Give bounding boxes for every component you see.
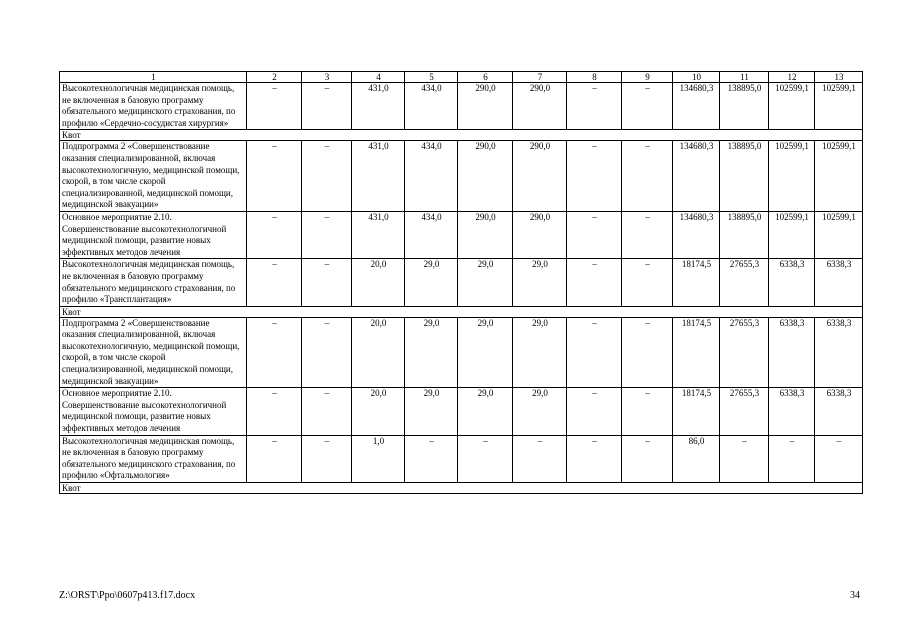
value-cell: – bbox=[622, 317, 673, 388]
value-cell: 29,0 bbox=[513, 259, 567, 306]
table-row bbox=[60, 83, 863, 130]
indicator-name-cell: Высокотехнологичная медицинская помощь, не включенная в базовую программу обязательного медицинского страхования, по профилю «Трансплантация» bbox=[60, 259, 247, 306]
column-number-cell: 10 bbox=[673, 72, 720, 83]
table-row bbox=[60, 435, 863, 482]
value-cell: – bbox=[720, 435, 769, 482]
value-cell: 134680,3 bbox=[673, 141, 720, 212]
column-number-cell: 9 bbox=[622, 72, 673, 83]
value-cell: 102599,1 bbox=[815, 83, 863, 130]
value-cell: – bbox=[622, 388, 673, 435]
unit-row bbox=[60, 483, 863, 494]
footer-file-path: Z:\ORST\Ppo\0607p413.f17.docx bbox=[59, 590, 196, 601]
value-cell: 18174,5 bbox=[673, 388, 720, 435]
value-cell: – bbox=[622, 83, 673, 130]
value-cell: – bbox=[622, 211, 673, 258]
value-cell: – bbox=[302, 317, 352, 388]
value-cell: – bbox=[567, 317, 622, 388]
unit-label: Квот bbox=[60, 130, 863, 141]
value-cell: 27655,3 bbox=[720, 259, 769, 306]
value-cell: 27655,3 bbox=[720, 388, 769, 435]
value-cell: 29,0 bbox=[405, 317, 458, 388]
value-cell: 18174,5 bbox=[673, 317, 720, 388]
indicator-name-cell: Основное мероприятие 2.10. Совершенствование высокотехнологичной медицинской помощи, развитие новых эффективных методов лечения bbox=[60, 211, 247, 258]
value-cell: 29,0 bbox=[513, 388, 567, 435]
indicator-name-cell: Основное мероприятие 2.10. Совершенствование высокотехнологичной медицинской помощи, развитие новых эффективных методов лечения bbox=[60, 388, 247, 435]
value-cell: 29,0 bbox=[458, 388, 513, 435]
value-cell: 102599,1 bbox=[769, 211, 815, 258]
value-cell: – bbox=[247, 317, 302, 388]
column-number-cell: 12 bbox=[769, 72, 815, 83]
value-cell: 102599,1 bbox=[815, 141, 863, 212]
value-cell: – bbox=[302, 388, 352, 435]
column-number-cell: 7 bbox=[513, 72, 567, 83]
column-number-cell: 3 bbox=[302, 72, 352, 83]
value-cell: 434,0 bbox=[405, 141, 458, 212]
value-cell: – bbox=[302, 435, 352, 482]
value-cell: 27655,3 bbox=[720, 317, 769, 388]
column-number-cell: 2 bbox=[247, 72, 302, 83]
value-cell: – bbox=[567, 83, 622, 130]
value-cell: 102599,1 bbox=[815, 211, 863, 258]
value-cell: 29,0 bbox=[458, 317, 513, 388]
footer-page-number: 34 bbox=[850, 590, 860, 601]
indicator-name-cell: Подпрограмма 2 «Совершенствование оказания специализированной, включая высокотехнологичную, медицинской помощи, скорой, в том числе скорой специализированной, медицинской помощи, медицинской эвакуации» bbox=[60, 141, 247, 212]
indicator-name-cell: Подпрограмма 2 «Совершенствование оказания специализированной, включая высокотехнологичную, медицинской помощи, скорой, в том числе скорой специализированной, медицинской помощи, медицинской эвакуации» bbox=[60, 317, 247, 388]
table-row bbox=[60, 141, 863, 212]
column-number-cell: 5 bbox=[405, 72, 458, 83]
value-cell: – bbox=[567, 435, 622, 482]
value-cell: – bbox=[302, 211, 352, 258]
unit-row bbox=[60, 306, 863, 317]
value-cell: 18174,5 bbox=[673, 259, 720, 306]
value-cell: – bbox=[247, 435, 302, 482]
column-number-cell: 8 bbox=[567, 72, 622, 83]
value-cell: 138895,0 bbox=[720, 83, 769, 130]
value-cell: – bbox=[567, 388, 622, 435]
table-header-row bbox=[60, 72, 863, 83]
unit-label: Квот bbox=[60, 483, 863, 494]
unit-label: Квот bbox=[60, 306, 863, 317]
value-cell: 86,0 bbox=[673, 435, 720, 482]
value-cell: 134680,3 bbox=[673, 83, 720, 130]
value-cell: 29,0 bbox=[513, 317, 567, 388]
table-row bbox=[60, 317, 863, 388]
indicator-name-cell: Высокотехнологичная медицинская помощь, не включенная в базовую программу обязательного медицинского страхования, по профилю «Сердечно-сосудистая хирургия» bbox=[60, 83, 247, 130]
value-cell: – bbox=[247, 388, 302, 435]
value-cell: 6338,3 bbox=[815, 388, 863, 435]
value-cell: – bbox=[302, 259, 352, 306]
value-cell: 6338,3 bbox=[815, 317, 863, 388]
indicator-name-cell: Высокотехнологичная медицинская помощь, не включенная в базовую программу обязательного медицинского страхования, по профилю «Офтальмология» bbox=[60, 435, 247, 482]
value-cell: 20,0 bbox=[352, 388, 405, 435]
value-cell: – bbox=[567, 211, 622, 258]
value-cell: 134680,3 bbox=[673, 211, 720, 258]
value-cell: – bbox=[302, 141, 352, 212]
value-cell: 431,0 bbox=[352, 141, 405, 212]
value-cell: – bbox=[769, 435, 815, 482]
table-row bbox=[60, 259, 863, 306]
value-cell: 290,0 bbox=[458, 83, 513, 130]
value-cell: 290,0 bbox=[458, 141, 513, 212]
value-cell: – bbox=[622, 259, 673, 306]
value-cell: – bbox=[458, 435, 513, 482]
value-cell: – bbox=[302, 83, 352, 130]
value-cell: 102599,1 bbox=[769, 141, 815, 212]
value-cell: – bbox=[567, 259, 622, 306]
value-cell: 290,0 bbox=[513, 211, 567, 258]
value-cell: 434,0 bbox=[405, 83, 458, 130]
value-cell: 1,0 bbox=[352, 435, 405, 482]
column-number-cell: 4 bbox=[352, 72, 405, 83]
value-cell: 431,0 bbox=[352, 83, 405, 130]
value-cell: 290,0 bbox=[513, 141, 567, 212]
value-cell: 6338,3 bbox=[769, 388, 815, 435]
value-cell: 431,0 bbox=[352, 211, 405, 258]
value-cell: – bbox=[247, 259, 302, 306]
unit-row bbox=[60, 130, 863, 141]
value-cell: 434,0 bbox=[405, 211, 458, 258]
value-cell: 138895,0 bbox=[720, 211, 769, 258]
table-row bbox=[60, 388, 863, 435]
value-cell: 102599,1 bbox=[769, 83, 815, 130]
table-row bbox=[60, 211, 863, 258]
value-cell: – bbox=[622, 141, 673, 212]
column-number-cell: 11 bbox=[720, 72, 769, 83]
value-cell: 290,0 bbox=[513, 83, 567, 130]
value-cell: 20,0 bbox=[352, 259, 405, 306]
value-cell: – bbox=[405, 435, 458, 482]
value-cell: 138895,0 bbox=[720, 141, 769, 212]
column-number-cell: 1 bbox=[60, 72, 247, 83]
value-cell: 29,0 bbox=[458, 259, 513, 306]
column-number-cell: 6 bbox=[458, 72, 513, 83]
value-cell: – bbox=[247, 83, 302, 130]
value-cell: – bbox=[247, 141, 302, 212]
value-cell: 20,0 bbox=[352, 317, 405, 388]
value-cell: – bbox=[513, 435, 567, 482]
value-cell: – bbox=[247, 211, 302, 258]
value-cell: 6338,3 bbox=[769, 259, 815, 306]
value-cell: 6338,3 bbox=[769, 317, 815, 388]
value-cell: 29,0 bbox=[405, 388, 458, 435]
value-cell: 6338,3 bbox=[815, 259, 863, 306]
value-cell: – bbox=[622, 435, 673, 482]
value-cell: 29,0 bbox=[405, 259, 458, 306]
value-cell: – bbox=[567, 141, 622, 212]
column-number-cell: 13 bbox=[815, 72, 863, 83]
value-cell: 290,0 bbox=[458, 211, 513, 258]
value-cell: – bbox=[815, 435, 863, 482]
indicator-table bbox=[59, 71, 863, 494]
